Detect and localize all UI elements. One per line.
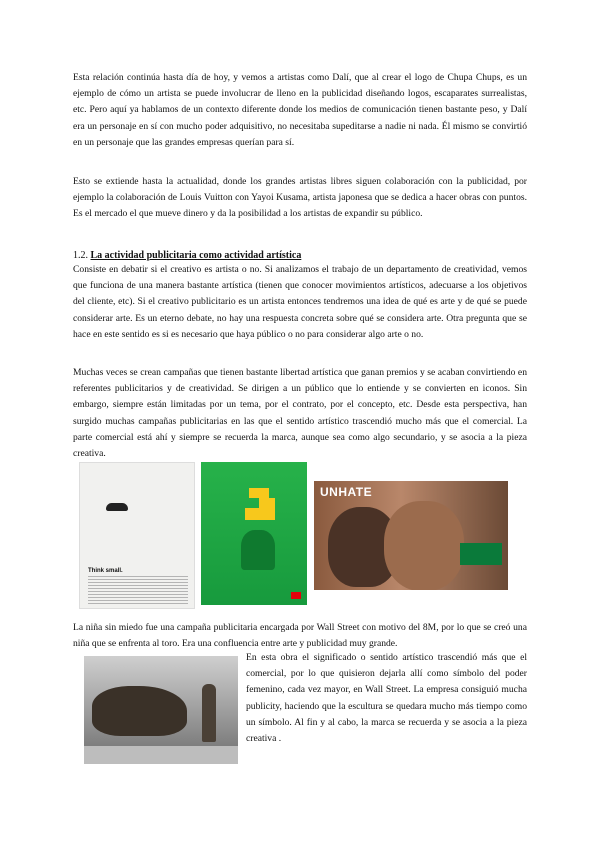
paragraph-dali: Esta relación continúa hasta día de hoy, y vemos a artistas como Dalí, que al crear el logo de Chupa Chups, es un ejemplo de cómo un artista se puede involucrar de lleno en la publicidad diseñando logos, escaparates surrealistas, etc. Pero aquí ya hablamos de un contexto diferente donde los medios de comunicación tienen bastante peso, y Dalí era un personaje en sí con mucho poder adquisitivo, no necesitaba supeditarse a nadie ni nada. Él mismo se convirtió en un personaje que las grandes empresas querían para sí.: [73, 72, 527, 148]
think-small-ad-image: [79, 462, 195, 609]
paragraph-kusama: Esto se extiende hasta la actualidad, donde los grandes artistas libres siguen colaboración con la publicidad, por ejemplo la colaboración de Louis Vuitton con Yayoi Kusama, artista japonesa que se dedica a hacer obras con puntos. Es el mercado el que mueve dinero y da la posibilidad a los artistas de expandir su público.: [73, 176, 527, 220]
lego-logo: [291, 592, 301, 599]
lego-block: [249, 488, 269, 498]
fearless-girl-bull-image: [84, 656, 238, 764]
beetle-car-icon: [106, 503, 128, 511]
paragraph-campanas: Muchas veces se crean campañas que tienen bastante libertad artística que ganan premios y se acaban convirtiendo en referentes publicitarios y de creatividad. Se dirigen a un público que lo entiende y se convierten en iconos. Sin embargo, siempre están limitadas por un tema, por el contrato, por el concepto, etc. Desde esta perspectiva, han surgido muchas campañas publicitarias en las que el sentido artístico trascendió mucho más que el comercial. La parte comercial está ahí y siempre se recuerda la marca, aunque sea como algo secundario, y se asocia a la pieza creativa.: [73, 367, 527, 460]
paragraph-nina-sin-miedo: La niña sin miedo fue una campaña publicitaria encargada por Wall Street con motivo del 8M, por lo que se creó una niña que se enfrenta al toro. Era una confluencia entre arte y publicidad muy grande.: [73, 622, 527, 650]
section-number: 1.2.: [73, 250, 88, 261]
fearless-girl-statue: [202, 684, 216, 742]
brand-tag: [460, 543, 502, 565]
unhate-word: UNHATE: [320, 485, 373, 499]
paragraph-creativo: Consiste en debatir si el creativo es artista o no. Si analizamos el trabajo de un departamento de creatividad, vemos que funciona de una manera bastante artística (tienen que conocer movimientos artísticos, adecuarse a los objetivos del cliente, etc). Si el creativo publicitario es un artista entonces tendremos una idea de qué es arte y de qué se puede considerar arte. Es un eterno debate, no hay una respuesta concreta sobre qué se considera arte. Otra pregunta que se hace en este sentido es si es necesario que haya público o no para considerar algo arte o no.: [73, 264, 527, 340]
paragraph-significado: En esta obra el significado o sentido artístico trascendió más que el comercial, por lo que quisieron dejarla allí como símbolo del poder femenino, cada vez mayor, en Wall Street. La empresa consiguió mucha publicity, haciendo que la escultura se quedara mucho más tiempo como un símbolo. Al fin y al cabo, la marca se recuerda y se asocia a la pieza creativa .: [246, 652, 527, 745]
ad-body-text-lines: [88, 576, 188, 604]
portrait-right: [384, 501, 464, 590]
section-title: La actividad publicitaria como actividad artística: [90, 250, 302, 261]
street-ground: [84, 746, 238, 764]
lego-ad-image: [201, 462, 307, 605]
dinosaur-shadow: [241, 530, 275, 570]
unhate-ad-image: [314, 481, 508, 590]
ad-caption: Think small.: [88, 568, 123, 574]
lego-block: [245, 508, 263, 520]
charging-bull-statue: [92, 686, 187, 736]
